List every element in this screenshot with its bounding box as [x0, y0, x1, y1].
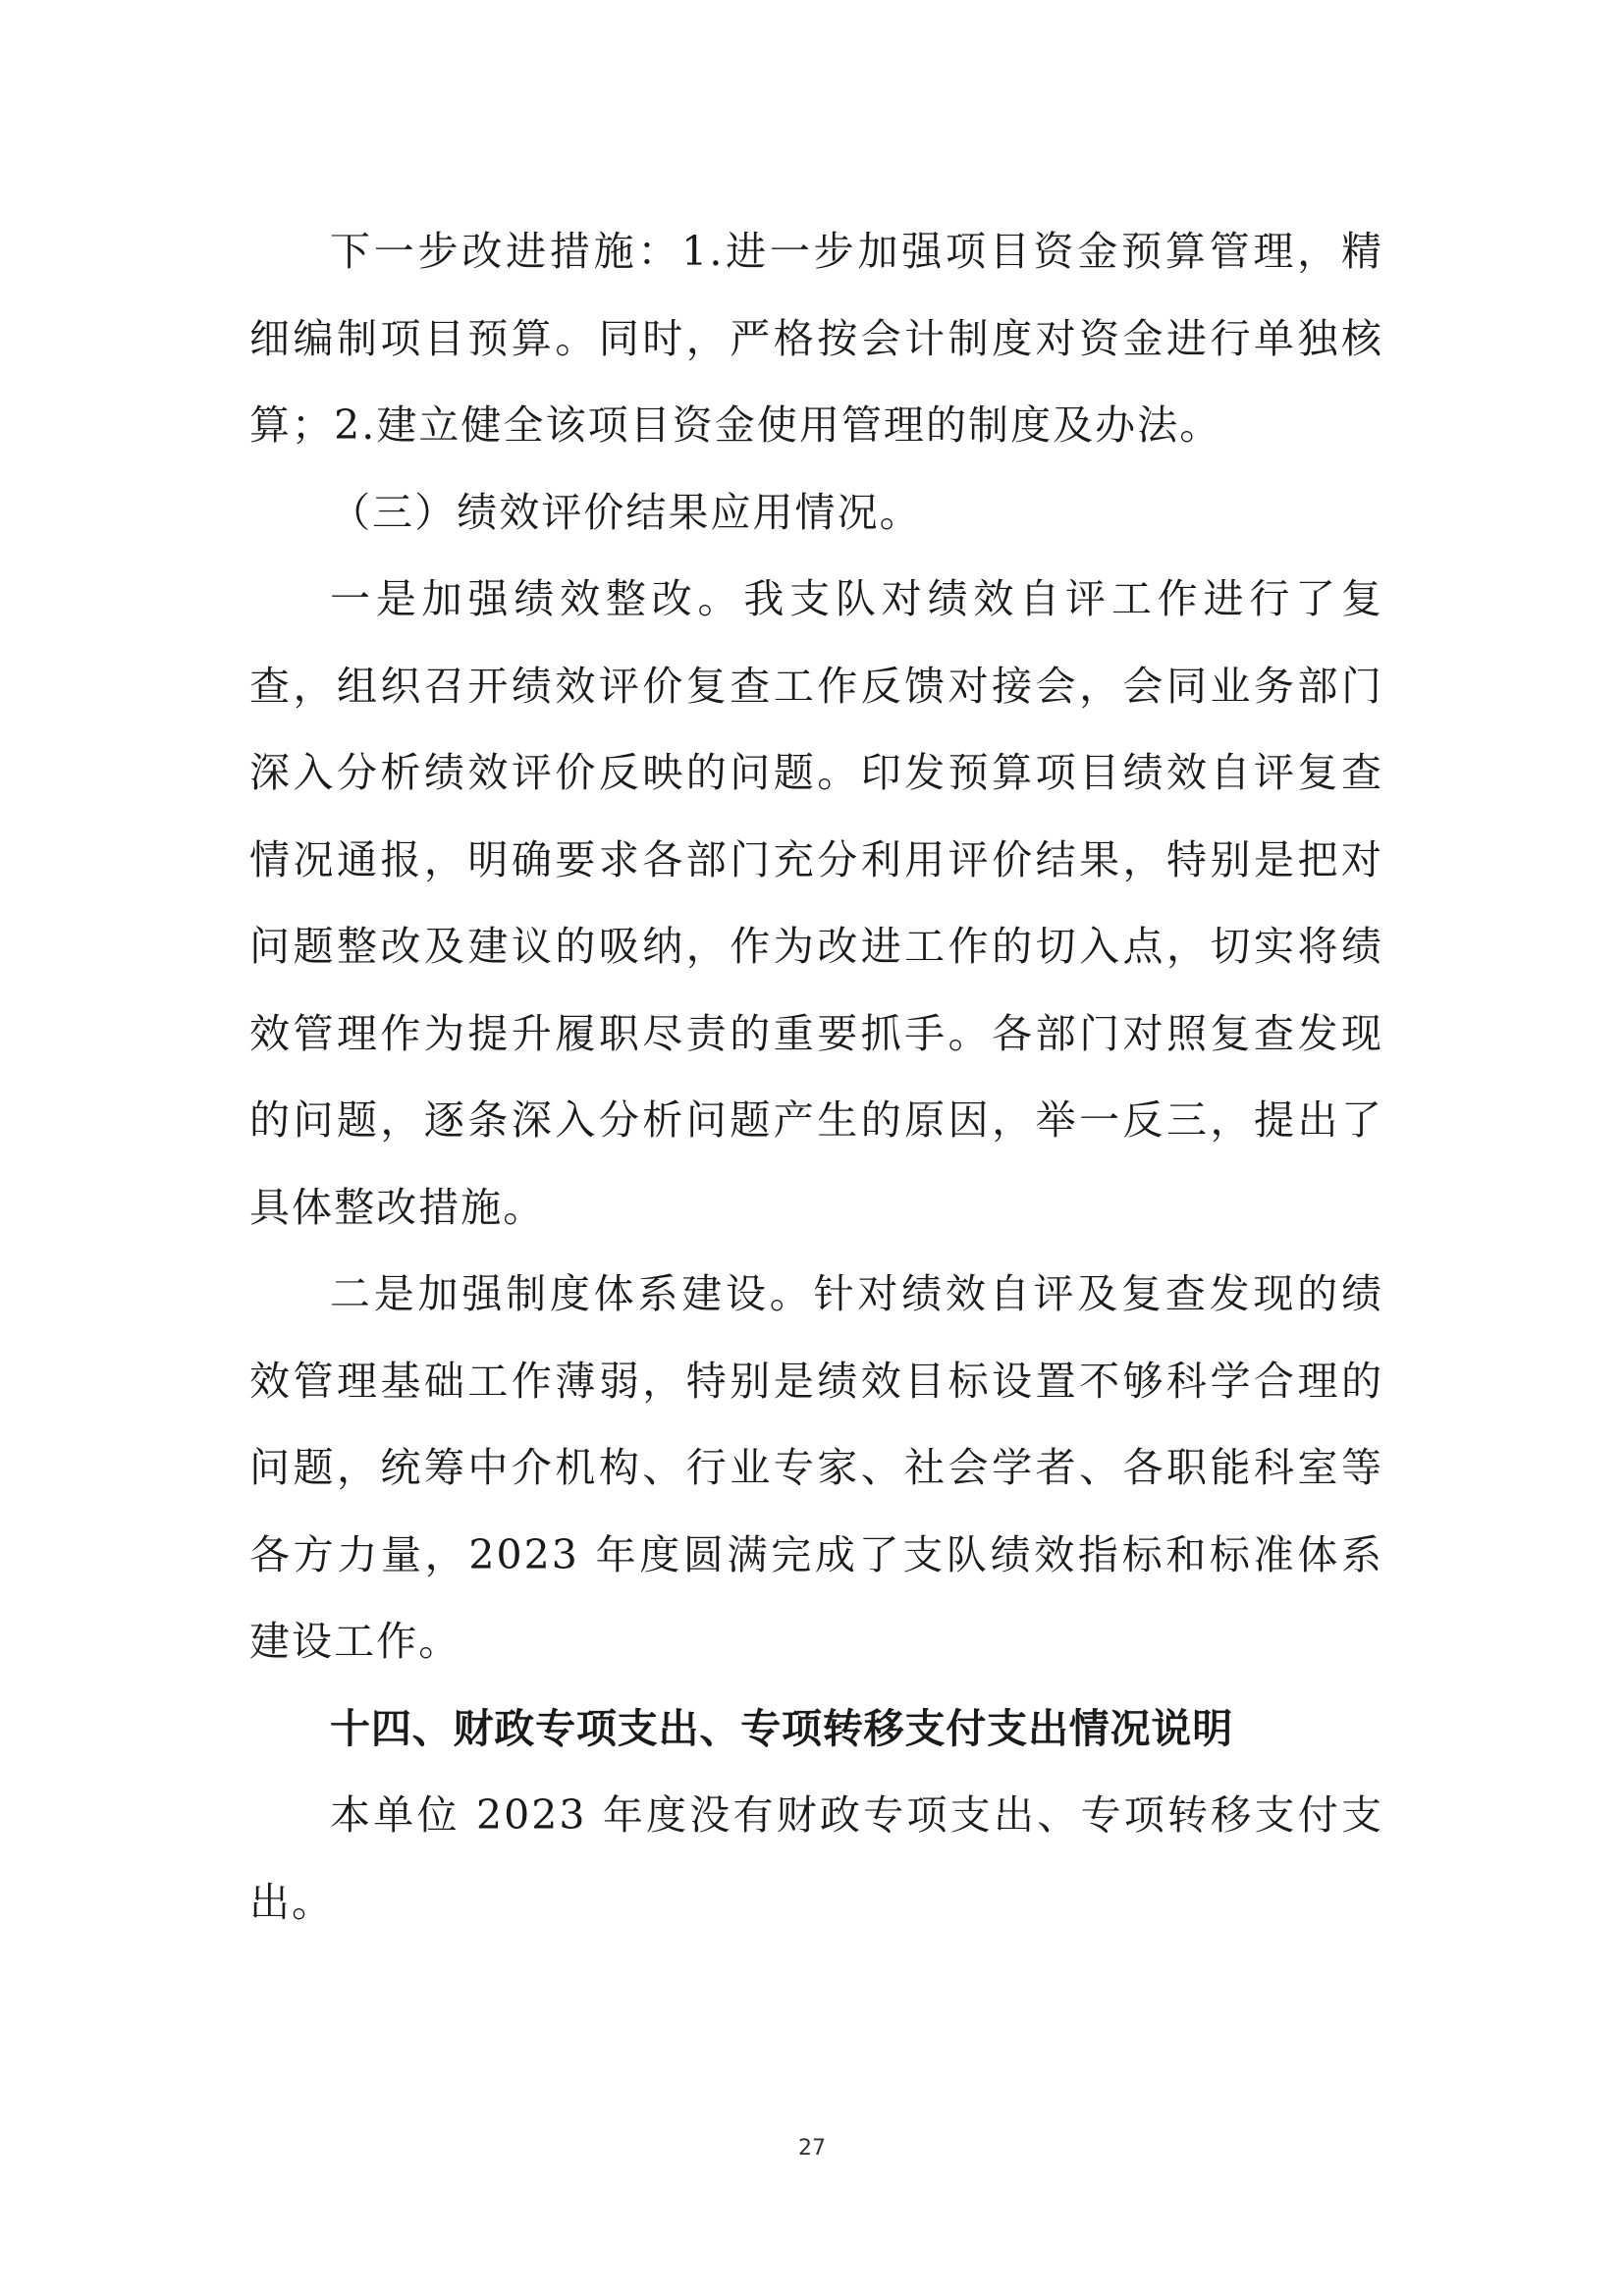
paragraph-no-special-expenditure: 本单位 2023 年度没有财政专项支出、专项转移支付支出。 [249, 1791, 1383, 1926]
page-body [249, 208, 1383, 1946]
paragraph-system-building: 二是加强制度体系建设。针对绩效自评及复查发现的绩效管理基础工作薄弱，特别是绩效目标设置不够科学合理的问题，统筹中介机构、行业专家、社会学者、各职能科室等各方力量，2023 年度圆满完成了支队绩效指标和标准体系建设工作。 [249, 1270, 1383, 1665]
section-heading-special-expenditure: 十四、财政专项支出、专项转移支付支出情况说明 [330, 1704, 1234, 1752]
subheading-performance-result-application: （三）绩效评价结果应用情况。 [330, 488, 922, 536]
paragraph-improvement-measures: 下一步改进措施：1.进一步加强项目资金预算管理，精细编制项目预算。同时，严格按会计制度对资金进行单独核算；2.建立健全该项目资金使用管理的制度及办法。 [249, 228, 1383, 449]
page-number: 27 [798, 2136, 826, 2161]
paragraph-rectification: 一是加强绩效整改。我支队对绩效自评工作进行了复查，组织召开绩效评价复查工作反馈对接会，会同业务部门深入分析绩效评价反映的问题。印发预算项目绩效自评复查情况通报，明确要求各部门充分利用评价结果，特别是把对问题整改及建议的吸纳，作为改进工作的切入点，切实将绩效管理作为提升履职尽责的重要抓手。各部门对照复查发现的问题，逐条深入分析问题产生的原因，举一反三，提出了具体整改措施。 [249, 575, 1383, 1231]
